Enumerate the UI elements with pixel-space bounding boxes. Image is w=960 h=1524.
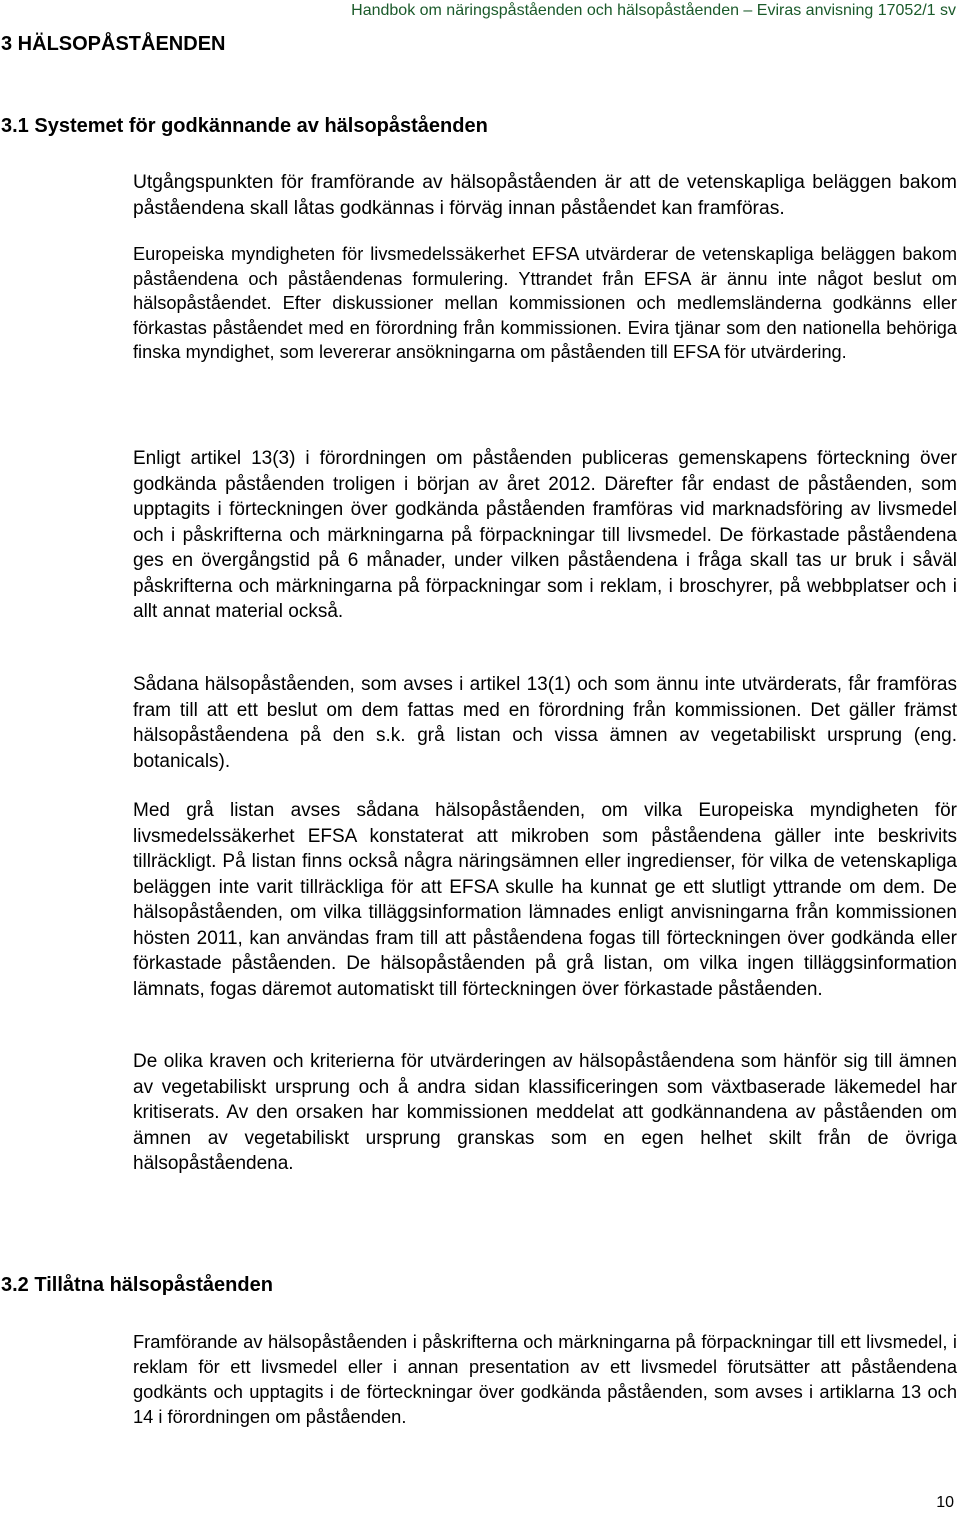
- running-header: Handbok om näringspåståenden och hälsopåståenden – Eviras anvisning 17052/1 sv: [351, 2, 956, 19]
- chapter-title: 3 HÄLSOPÅSTÅENDEN: [1, 33, 226, 55]
- paragraph-7: Framförande av hälsopåståenden i påskrifterna och märkningarna på förpackningar till ett livsmedel, i reklam för ett livsmedel eller i annan presentation av ett livsmedel förutsätter att påståendena godkänts och upptagits i de förteckningar över godkända påståenden, som avses i artiklarna 13 och 14 i förordningen om påståenden.: [133, 1331, 957, 1427]
- paragraph-6: De olika kraven och kriterierna för utvärderingen av hälsopåståendena som hänför sig till ämnen av vegetabiliskt ursprung och å andra sidan klassificeringen som växtbaserade läkemedel har kritiserats. Av den orsaken har kommissionen meddelat att godkännandena av påståenden om ämnen av vegetabiliskt ursprung granskas som en egen helhet skilt från de övriga hälsopåståendena.: [133, 1051, 957, 1174]
- page-number: 10: [936, 1494, 954, 1511]
- section-title-3-2: 3.2 Tillåtna hälsopåståenden: [1, 1274, 273, 1296]
- paragraph-3: Enligt artikel 13(3) i förordningen om påståenden publiceras gemenskapens förteckning över godkända påståenden troligen i början av året 2012. Därefter får endast de påståenden, som upptagits i förteckningen över godkända påståenden framföras vid marknadsföring av livsmedel och i påskrifterna och märkningarna på förpackningar till livsmedel. De förkastade påståendena ges en övergångstid på 6 månader, under vilken påståendena i fråga skall tas ur bruk i såväl påskrifterna och märkningarna på förpackningar som i reklam, i broschyrer, på webbplatser och i allt annat material också.: [133, 448, 957, 622]
- paragraph-5: Med grå listan avses sådana hälsopåståenden, om vilka Europeiska myndigheten för livsmedelssäkerhet EFSA konstaterat att mikroben som påståendena gäller inte beskrivits tillräckligt. På listan finns också några näringsämnen eller ingredienser, för vilka de vetenskapliga beläggen inte varit tillräckliga för att EFSA skulle ha kunnat ge ett slutligt yttrande om dem. De hälsopåståenden, om vilka tilläggsinformation lämnades enligt anvisningarna från kommissionen hösten 2011, kan användas fram till att påståendena fogas till förteckningen över godkända eller förkastade påståenden. De hälsopåståenden på grå listan, om vilka ingen tilläggsinformation lämnats, fogas däremot automatiskt till förteckningen över förkastade påståenden.: [133, 800, 957, 1000]
- paragraph-2: Europeiska myndigheten för livsmedelssäkerhet EFSA utvärderar de vetenskapliga beläggen bakom påståendena och påståendenas formulering. Yttrandet från EFSA är ännu inte något beslut om hälsopåståendet. Efter diskussioner mellan kommissionen och medlemsländerna godkänns eller förkastas påståendet med en förordning från kommissionen. Evira tjänar som den nationella behöriga finska myndighet, som levererar ansökningarna om påståenden till EFSA för utvärdering.: [133, 244, 957, 362]
- section-title-3-1: 3.1 Systemet för godkännande av hälsopåståenden: [1, 115, 488, 137]
- paragraph-4: Sådana hälsopåståenden, som avses i artikel 13(1) och som ännu inte utvärderats, får framföras fram till att ett beslut om dem fattas med en förordning från kommissionen. Det gäller främst hälsopåståendena på den s.k. grå listan och vissa ämnen av vegetabiliskt ursprung (eng. botanicals).: [133, 674, 957, 772]
- paragraph-1: Utgångspunkten för framförande av hälsopåståenden är att de vetenskapliga beläggen bakom påståendena skall låtas godkännas i förväg innan påståendet kan framföras.: [133, 172, 957, 219]
